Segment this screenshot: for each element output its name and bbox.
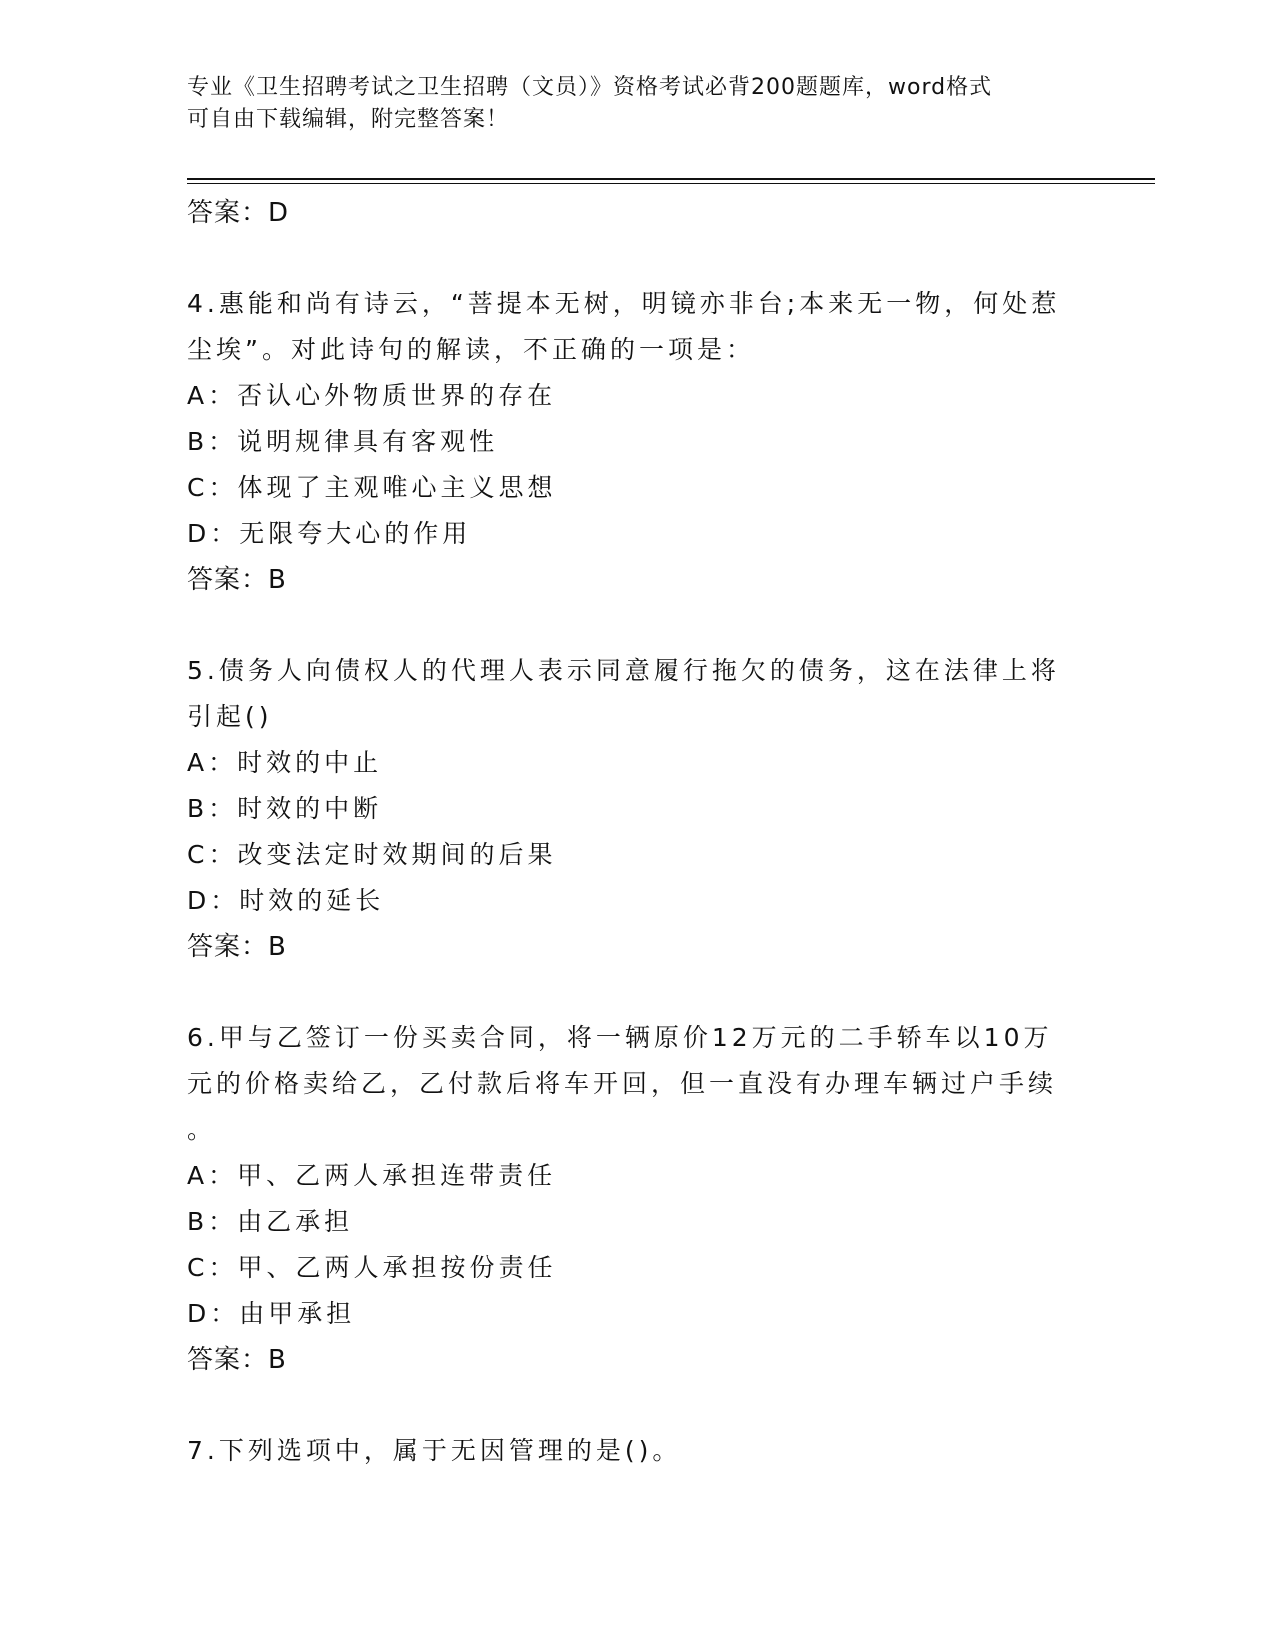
- option-a: A：甲、乙两人承担连带责任: [187, 1161, 557, 1190]
- answer: 答案：B: [187, 565, 287, 595]
- spacer: [187, 236, 1087, 281]
- question-text: 4.惠能和尚有诗云，“菩提本无树，明镜亦非台;本来无一物，何处惹: [187, 289, 1061, 318]
- question-6: [187, 1015, 1087, 1383]
- answer: 答案：B: [187, 1345, 287, 1375]
- option-a: A：否认心外物质世界的存在: [187, 381, 557, 410]
- question-text: 。: [187, 1115, 217, 1144]
- page-header: [187, 72, 1067, 136]
- option-d: D：由甲承担: [187, 1299, 356, 1328]
- header-title-line-1: 专业《卫生招聘考试之卫生招聘（文员）》资格考试必背200题题库，word格式: [187, 75, 993, 100]
- option-b: B：说明规律具有客观性: [187, 427, 499, 456]
- spacer: [187, 603, 1087, 648]
- option-d: D：时效的延长: [187, 886, 385, 915]
- question-list: [187, 190, 1087, 1474]
- question-text: 尘埃”。对此诗句的解读，不正确的一项是：: [187, 335, 755, 364]
- header-title-line-2: 可自由下载编辑，附完整答案！: [187, 107, 510, 132]
- option-b: B：由乙承担: [187, 1207, 354, 1236]
- spacer: [187, 970, 1087, 1015]
- header-rule-thick: [187, 178, 1155, 180]
- option-a: A：时效的中止: [187, 748, 383, 777]
- question-text: 引起(): [187, 702, 273, 731]
- option-d: D：无限夸大心的作用: [187, 519, 472, 548]
- question-4: [187, 281, 1087, 603]
- question-7: [187, 1428, 1087, 1474]
- question-text: 元的价格卖给乙，乙付款后将车开回，但一直没有办理车辆过户手续: [187, 1069, 1058, 1098]
- answer-3: 答案：D: [187, 198, 290, 228]
- question-text: 5.债务人向债权人的代理人表示同意履行拖欠的债务，这在法律上将: [187, 656, 1060, 685]
- question-5: [187, 648, 1087, 970]
- spacer: [187, 1383, 1087, 1428]
- option-c: C：改变法定时效期间的后果: [187, 840, 557, 869]
- question-text: 7.下列选项中，属于无因管理的是()。: [187, 1436, 682, 1465]
- option-c: C：甲、乙两人承担按份责任: [187, 1253, 557, 1282]
- header-rule-thin: [187, 183, 1155, 184]
- question-text: 6.甲与乙签订一份买卖合同，将一辆原价12万元的二手轿车以10万: [187, 1023, 1053, 1052]
- option-b: B：时效的中断: [187, 794, 383, 823]
- answer: 答案：B: [187, 932, 287, 962]
- option-c: C：体现了主观唯心主义思想: [187, 473, 557, 502]
